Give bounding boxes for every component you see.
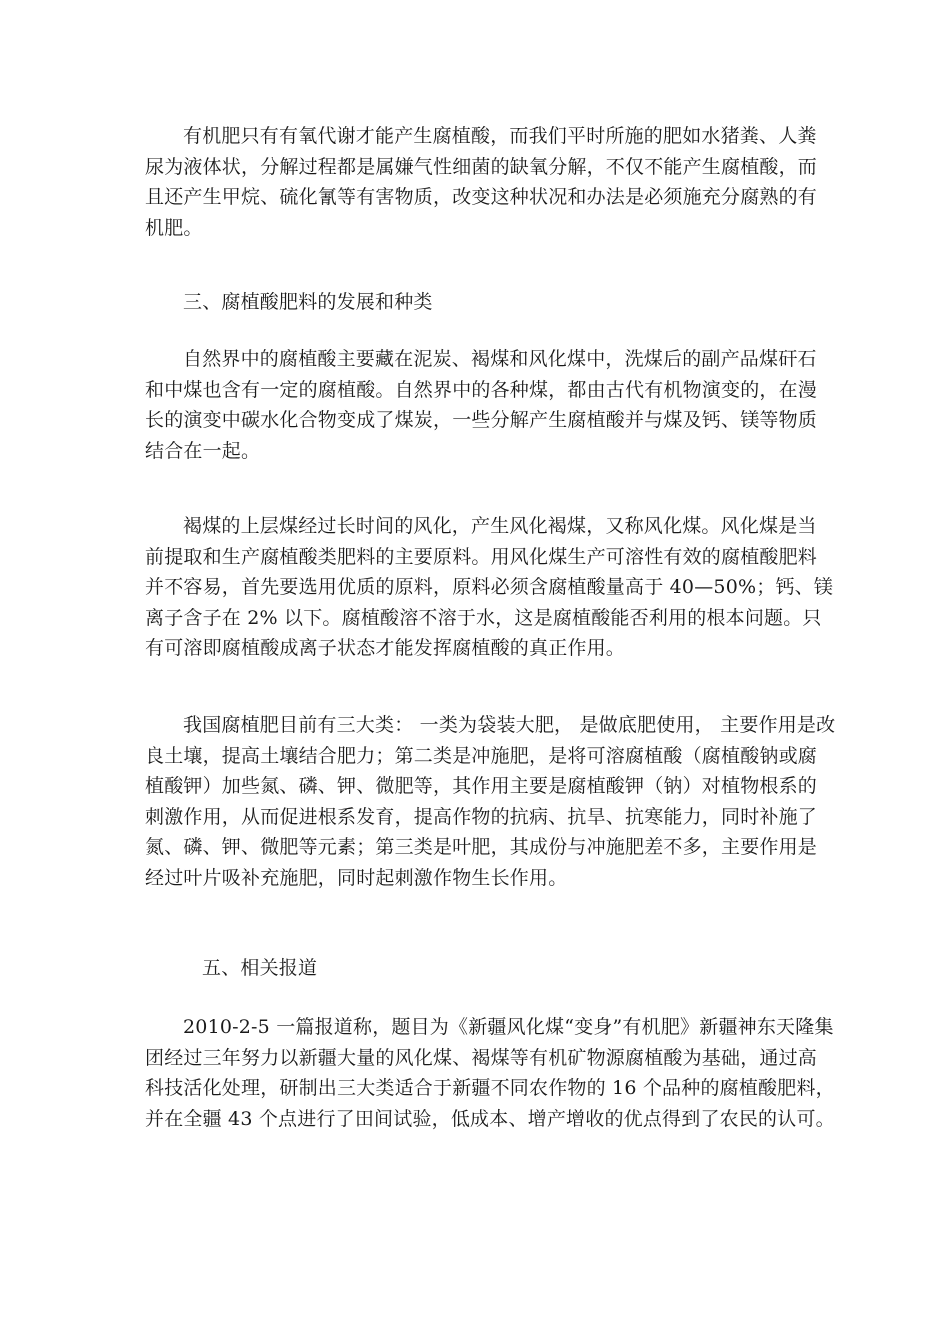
paragraph-organic-fertilizer bbox=[145, 121, 818, 243]
text-line: 结合在一起。 bbox=[145, 439, 261, 462]
text-line: 并不容易，首先要选用优质的原料，原料必须含腐植酸量高于 40—50%；钙、镁 bbox=[145, 576, 834, 598]
paragraph-natural-humic bbox=[145, 344, 818, 466]
text-line: 褐煤的上层煤经过长时间的风化，产生风化褐煤，又称风化煤。风化煤是当 bbox=[183, 515, 817, 537]
paragraph-three-types bbox=[145, 710, 836, 893]
text-line: 并在全疆 43 个点进行了田间试验，低成本、增产增收的优点得到了农民的认可。 bbox=[145, 1107, 835, 1130]
text-line: 2010-2-5 一篇报道称，题目为《新疆风化煤“变身”有机肥》新疆神东天隆集 bbox=[183, 1016, 834, 1038]
text-line: 科技活化处理，研制出三大类适合于新疆不同农作物的 16 个品种的腐植酸肥料， bbox=[145, 1077, 835, 1099]
text-line: 和中煤也含有一定的腐植酸。自然界中的各种煤，都由古代有机物演变的，在漫 bbox=[145, 378, 818, 401]
text-line: 机肥。 bbox=[145, 216, 203, 239]
heading-text: 三、腐植酸肥料的发展和种类 bbox=[183, 291, 433, 313]
text-line: 离子含子在 2% 以下。腐植酸溶不溶于水，这是腐植酸能否利用的根本问题。只 bbox=[145, 606, 822, 629]
paragraph-weathered-coal bbox=[145, 511, 834, 664]
text-line: 有可溶即腐植酸成离子状态才能发挥腐植酸的真正作用。 bbox=[145, 637, 626, 659]
text-line: 有机肥只有有氧代谢才能产生腐植酸，而我们平时所施的肥如水猪粪、人粪 bbox=[183, 125, 817, 147]
paragraph-report bbox=[145, 1012, 835, 1134]
text-line: 良土壤，提高土壤结合肥力；第二类是冲施肥，是将可溶腐植酸（腐植酸钠或腐 bbox=[145, 744, 818, 767]
heading-text: 五、相关报道 bbox=[202, 957, 318, 979]
text-line: 刺激作用，从而促进根系发育，提高作物的抗病、抗旱、抗寒能力，同时补施了 bbox=[145, 805, 818, 828]
text-line: 长的演变中碳水化合物变成了煤炭，一些分解产生腐植酸并与煤及钙、镁等物质 bbox=[145, 409, 818, 431]
text-line: 植酸钾）加些氮、磷、钾、微肥等，其作用主要是腐植酸钾（钠）对植物根系的 bbox=[145, 775, 818, 797]
text-line: 经过叶片吸补充施肥，同时起刺激作物生长作用。 bbox=[145, 866, 568, 889]
text-line: 团经过三年努力以新疆大量的风化煤、褐煤等有机矿物源腐植酸为基础，通过高 bbox=[145, 1046, 818, 1069]
section-heading-3 bbox=[145, 287, 809, 318]
text-line: 我国腐植肥目前有三大类： 一类为袋装大肥， 是做底肥使用， 主要作用是改 bbox=[183, 714, 836, 736]
text-line: 自然界中的腐植酸主要藏在泥炭、褐煤和风化煤中，洗煤后的副产品煤矸石 bbox=[183, 348, 817, 370]
text-line: 前提取和生产腐植酸类肥料的主要原料。用风化煤生产可溶性有效的腐植酸肥料 bbox=[145, 545, 818, 568]
text-line: 尿为液体状，分解过程都是属嫌气性细菌的缺氧分解，不仅不能产生腐植酸，而 bbox=[145, 155, 818, 178]
text-line: 氮、磷、钾、微肥等元素；第三类是叶肥，其成份与冲施肥差不多，主要作用是 bbox=[145, 836, 818, 858]
section-heading-5 bbox=[145, 953, 809, 984]
text-line: 且还产生甲烷、硫化氰等有害物质，改变这种状况和办法是必须施充分腐熟的有 bbox=[145, 186, 818, 208]
